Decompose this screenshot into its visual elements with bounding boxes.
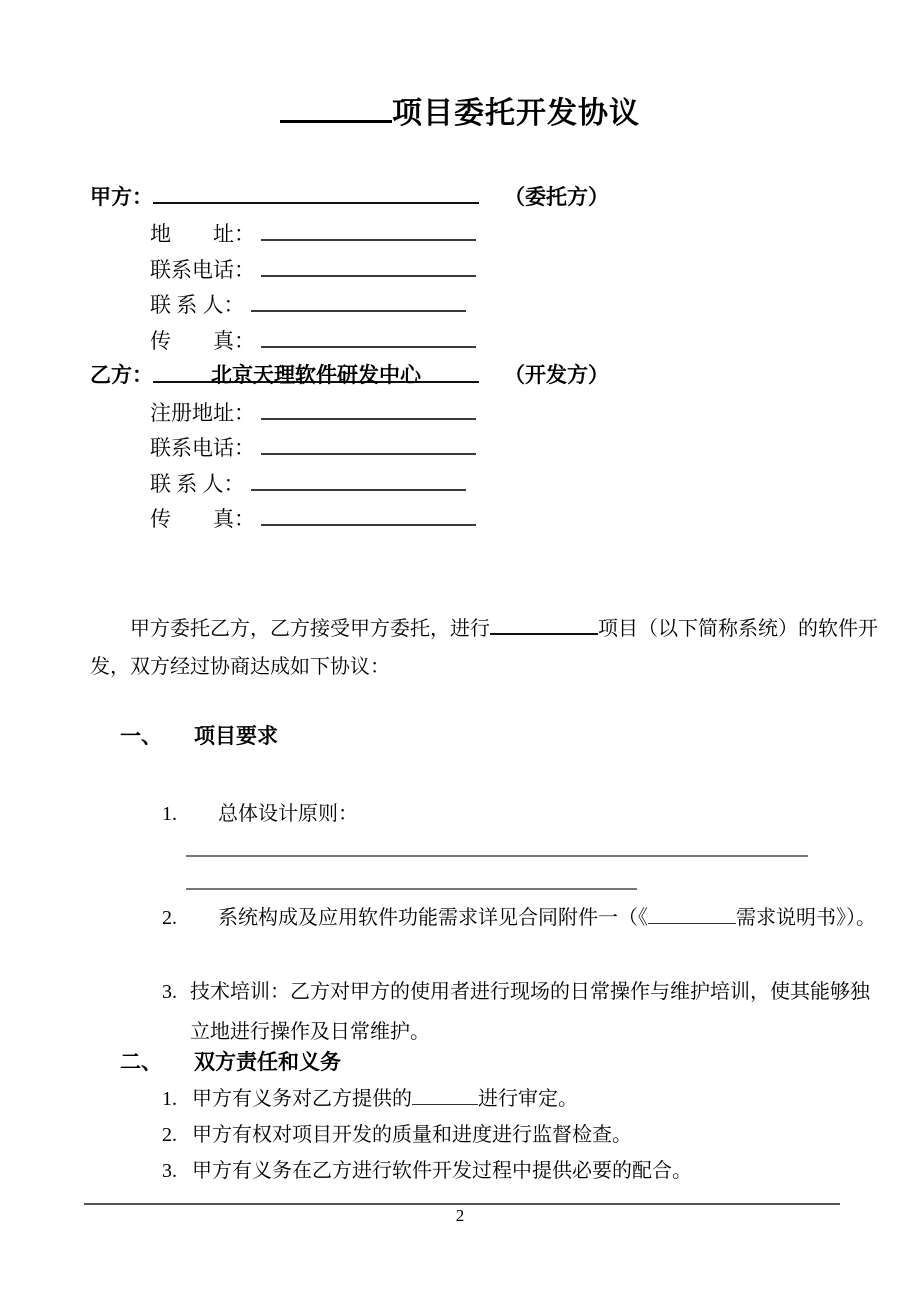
- item1-text: 总体设计原则：: [218, 803, 358, 825]
- item2-after-blank: 需求说明书》）。: [736, 907, 876, 929]
- section1-title: 项目要求: [194, 724, 278, 748]
- title-text: 项目委托开发协议: [392, 97, 640, 130]
- party-a-field-phone: [150, 253, 476, 284]
- section2-heading: [120, 1046, 341, 1076]
- s2-item1-before-blank: 甲方有义务对乙方提供的: [192, 1088, 412, 1110]
- s2-item1-after-blank: 进行审定。: [478, 1088, 578, 1110]
- party-b-label: 乙方：: [90, 363, 153, 387]
- section1-heading: [120, 720, 278, 750]
- intro-before-blank: 甲方委托乙方，乙方接受甲方委托，进行: [130, 618, 490, 640]
- contact-label: 联 系 人：: [150, 472, 245, 497]
- party-b-role: （开发方）: [504, 363, 609, 387]
- s2-item3-text: 甲方有义务在乙方进行软件开发过程中提供必要的配合。: [192, 1160, 692, 1182]
- party-b-name-value: 北京天理软件研发中心: [211, 363, 421, 387]
- section2-item2: [162, 1118, 632, 1147]
- party-a-field-fax: [150, 324, 476, 355]
- address-blank: [261, 217, 476, 241]
- phone-label: 联系电话：: [150, 258, 255, 283]
- section2-item3: [162, 1154, 692, 1183]
- fax-label: 传 真：: [150, 507, 255, 532]
- document-title: [0, 88, 920, 132]
- fax-blank: [261, 324, 476, 348]
- intro-project-blank: [490, 613, 598, 635]
- party-b-field-phone: [150, 431, 476, 462]
- party-b-row: [90, 359, 609, 389]
- section2-number: 二、: [120, 1050, 162, 1074]
- s2-item2-number: 2.: [162, 1124, 177, 1146]
- s2-item1-number: 1.: [162, 1088, 177, 1110]
- party-b-name-blank: [153, 359, 479, 387]
- design-principle-blank-line-1: [186, 855, 808, 857]
- section1-number: 一、: [120, 724, 162, 748]
- item2-before-blank: 系统构成及应用软件功能需求详见合同附件一（《: [218, 907, 648, 929]
- intro-paragraph: [90, 610, 880, 686]
- review-target-blank: [412, 1084, 478, 1105]
- party-b-field-fax: [150, 502, 476, 533]
- address-label: 地 址：: [150, 222, 255, 247]
- s2-item2-text: 甲方有权对项目开发的质量和进度进行监督检查。: [192, 1124, 632, 1146]
- item3-text: 技术培训：乙方对甲方的使用者进行现场的日常操作与维护培训，使其能够独立地进行操作及日常维护。: [190, 981, 870, 1043]
- section2-title: 双方责任和义务: [194, 1050, 341, 1074]
- party-a-label: 甲方：: [90, 185, 153, 210]
- requirement-doc-blank: [648, 903, 736, 924]
- phone-label: 联系电话：: [150, 436, 255, 461]
- s2-item3-number: 3.: [162, 1160, 177, 1182]
- section1-item1: [162, 797, 358, 826]
- contact-blank: [251, 467, 466, 491]
- reg-address-label: 注册地址：: [150, 401, 255, 426]
- item2-number: 2.: [162, 907, 177, 929]
- item1-number: 1.: [162, 803, 177, 825]
- contact-blank: [251, 288, 466, 312]
- section2-item1: [162, 1082, 578, 1111]
- party-a-row: [90, 180, 609, 211]
- item3-number: 3.: [162, 981, 177, 1003]
- fax-blank: [261, 502, 476, 526]
- party-a-field-contact: [150, 288, 466, 319]
- title-blank-line: [280, 90, 392, 123]
- design-principle-blank-line-2: [186, 888, 637, 890]
- party-a-field-address: [150, 217, 476, 248]
- party-b-field-contact: [150, 467, 466, 498]
- fax-label: 传 真：: [150, 329, 255, 354]
- phone-blank: [261, 431, 476, 455]
- party-b-field-reg-address: [150, 396, 476, 427]
- reg-address-blank: [261, 396, 476, 420]
- page-number: 2: [455, 1206, 465, 1225]
- party-a-role: （委托方）: [504, 185, 609, 210]
- intro-after-blank: 项目（以下简称系统）的软件开发，双方经过协商达成如下协议：: [90, 618, 878, 678]
- contact-label: 联 系 人：: [150, 293, 245, 318]
- section1-item3: [162, 972, 884, 1052]
- section1-item2: [162, 901, 876, 930]
- phone-blank: [261, 253, 476, 277]
- footer-divider: [84, 1203, 840, 1205]
- party-a-name-blank: [153, 180, 479, 204]
